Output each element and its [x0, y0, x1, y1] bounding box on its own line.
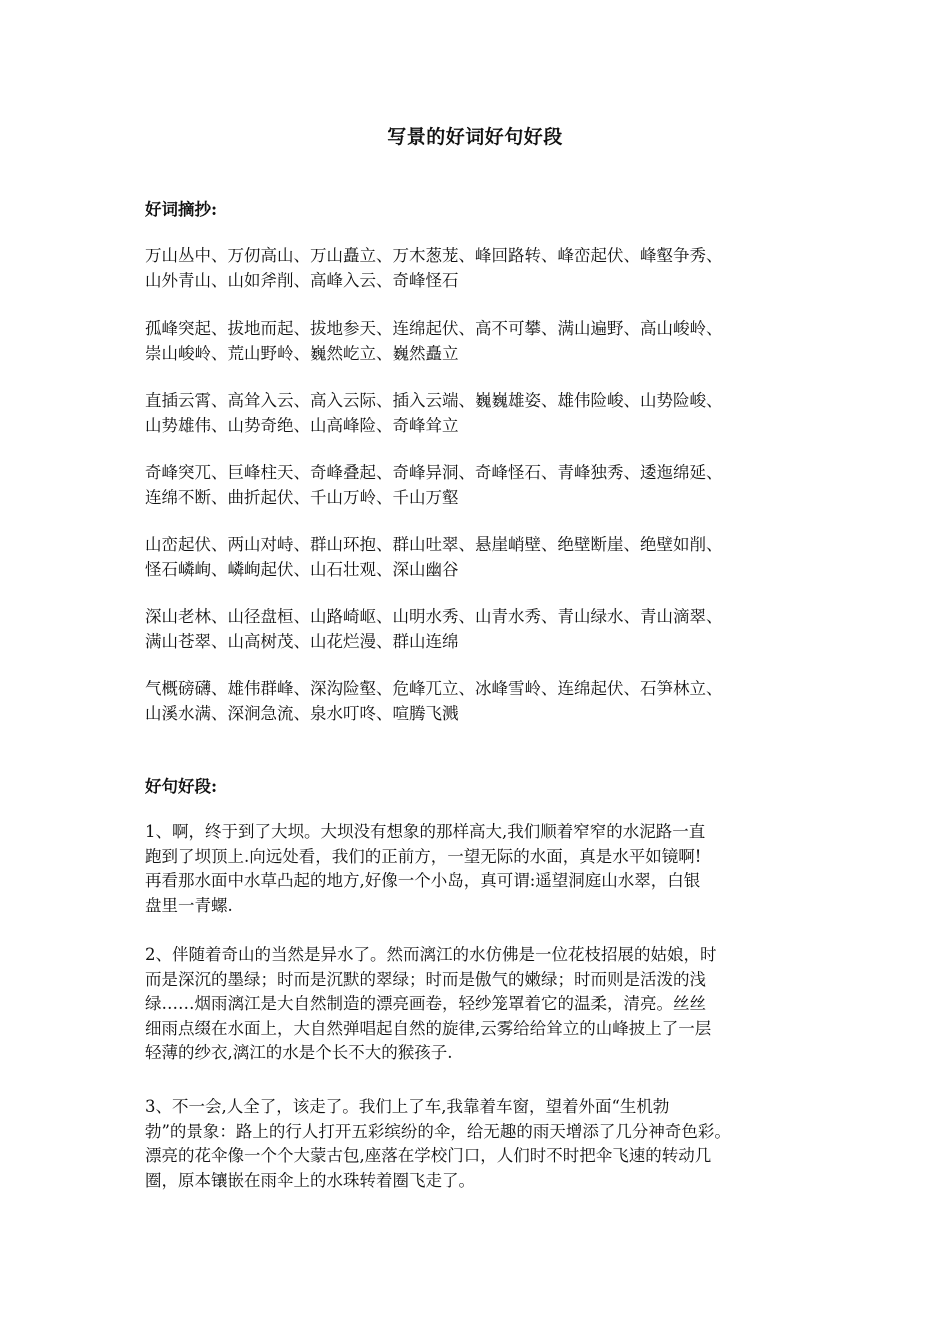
text-line: 勃”的景象：路上的行人打开五彩缤纷的伞，给无趣的雨天增添了几分神奇色彩。: [145, 1121, 731, 1141]
text-line: 再看那水面中水草凸起的地方,好像一个小岛，真可谓:遥望洞庭山水翠，白银: [145, 871, 701, 890]
text-line: 跑到了坝顶上.向远处看，我们的正前方，一望无际的水面，真是水平如镜啊!: [145, 846, 702, 866]
text-line: 绿……烟雨漓江是大自然制造的漂亮画卷，轻纱笼罩着它的温柔，清亮。丝丝: [145, 994, 706, 1013]
sentences-heading: 好句好段:: [145, 777, 218, 796]
text-line: 深山老林、山径盘桓、山路崎岖、山明水秀、山青水秀、青山绿水、青山滴翠、: [145, 607, 723, 626]
text-line: 山外青山、山如斧削、高峰入云、奇峰怪石: [145, 270, 459, 290]
text-line: 万山丛中、万仞高山、万山矗立、万木葱茏、峰回路转、峰峦起伏、峰壑争秀、: [145, 246, 723, 265]
document-title: 写景的好词好句好段: [387, 126, 563, 148]
text-line: 山溪水满、深涧急流、泉水叮咚、喧腾飞溅: [145, 703, 459, 723]
text-line: 孤峰突起、拔地而起、拔地参天、连绵起伏、高不可攀、满山遍野、高山峻岭、: [145, 319, 723, 338]
word-group: [145, 677, 815, 726]
text-line: 而是深沉的墨绿；时而是沉默的翠绿；时而是傲气的嫩绿；时而则是活泼的浅: [145, 969, 706, 989]
text-line: 直插云霄、高耸入云、高入云际、插入云端、巍巍雄姿、雄伟险峻、山势险峻、: [145, 391, 723, 410]
words-heading: 好词摘抄:: [145, 200, 218, 219]
sentence-paragraph: [145, 943, 815, 1066]
text-line: 漂亮的花伞像一个个大蒙古包,座落在学校门口，人们时不时把伞飞速的转动几: [145, 1146, 712, 1165]
text-line: 气概磅礴、雄伟群峰、深沟险壑、危峰兀立、冰峰雪岭、连绵起伏、石笋林立、: [145, 679, 723, 698]
word-group: [145, 605, 815, 654]
text-line: 崇山峻岭、荒山野岭、巍然屹立、巍然矗立: [145, 343, 459, 363]
text-line: 盘里一青螺.: [145, 895, 233, 915]
text-line: 奇峰突兀、巨峰柱天、奇峰叠起、奇峰异洞、奇峰怪石、青峰独秀、逶迤绵延、: [145, 463, 723, 482]
text-line: 连绵不断、曲折起伏、千山万岭、千山万壑: [145, 487, 459, 507]
text-line: 1、啊，终于到了大坝。大坝没有想象的那样高大,我们顺着窄窄的水泥路一直: [145, 822, 706, 841]
text-line: 细雨点缀在水面上，大自然弹唱起自然的旋律,云雾给给耸立的山峰披上了一层: [145, 1018, 712, 1038]
text-line: 山峦起伏、两山对峙、群山环抱、群山吐翠、悬崖峭壁、绝壁断崖、绝壁如削、: [145, 535, 723, 554]
text-line: 山势雄伟、山势奇绝、山高峰险、奇峰耸立: [145, 415, 459, 435]
word-group: [145, 533, 815, 582]
text-line: 满山苍翠、山高树茂、山花烂漫、群山连绵: [145, 631, 459, 651]
text-line: 怪石嶙峋、嶙峋起伏、山石壮观、深山幽谷: [145, 559, 459, 579]
text-line: 3、不一会,人全了，该走了。我们上了车,我靠着车窗，望着外面“生机勃: [145, 1097, 670, 1116]
text-line: 2、伴随着奇山的当然是异水了。然而漓江的水仿佛是一位花枝招展的姑娘，时: [145, 945, 717, 964]
text-line: 圈，原本镶嵌在雨伞上的水珠转着圈飞走了。: [145, 1170, 475, 1190]
word-group: [145, 389, 815, 438]
sentence-paragraph: [145, 1095, 815, 1193]
word-group: [145, 244, 815, 293]
sentence-paragraph: [145, 820, 815, 918]
word-group: [145, 461, 815, 510]
word-group: [145, 317, 815, 366]
text-line: 轻薄的纱衣,漓江的水是个长不大的猴孩子.: [145, 1043, 453, 1062]
